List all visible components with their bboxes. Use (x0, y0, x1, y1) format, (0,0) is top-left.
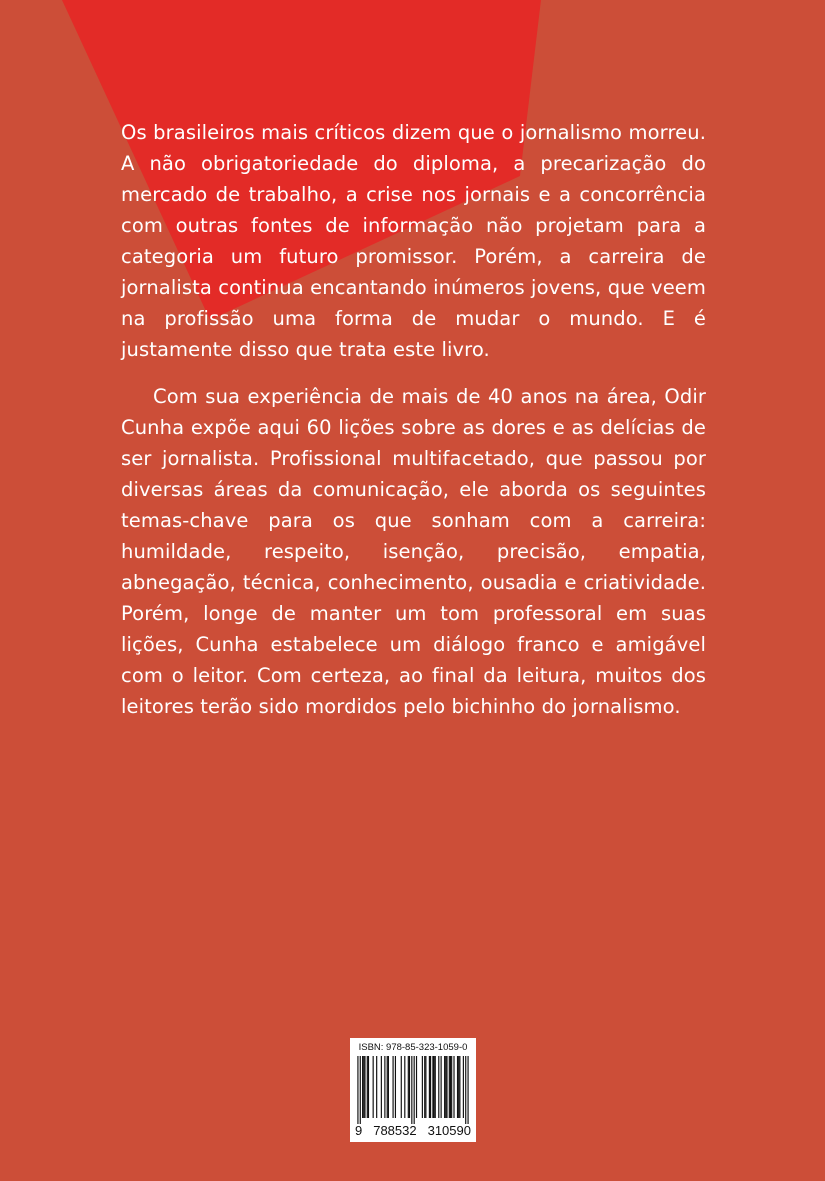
barcode-bar (441, 1056, 442, 1118)
barcode-bar (438, 1056, 439, 1118)
barcode-bar (425, 1056, 426, 1118)
barcode-bar (429, 1056, 430, 1118)
barcode-bar (435, 1056, 436, 1118)
barcode-bar (416, 1056, 417, 1118)
barcode-bar (404, 1056, 405, 1118)
barcode-bar (451, 1056, 452, 1118)
barcode-bar (414, 1056, 415, 1124)
barcode-bar (432, 1056, 433, 1118)
barcode-bar (411, 1056, 412, 1124)
barcode-bar (376, 1056, 377, 1118)
back-cover-text (121, 117, 706, 722)
barcode-bar (463, 1056, 464, 1118)
barcode-bar (364, 1056, 365, 1118)
barcode-digit-group: 310590 (427, 1123, 471, 1138)
barcode-bar (458, 1056, 459, 1118)
barcode-bar (450, 1056, 451, 1118)
barcode-bar (401, 1056, 402, 1118)
barcode-bar (368, 1056, 369, 1118)
barcode-bar (430, 1056, 431, 1118)
barcode-bar (363, 1056, 364, 1118)
barcode-bar (457, 1056, 458, 1118)
barcode-bar (446, 1056, 447, 1118)
barcode-bar (357, 1056, 358, 1124)
barcode-digit-group: 788532 (373, 1123, 417, 1138)
barcode-bars (355, 1056, 471, 1124)
barcode-bar (449, 1056, 450, 1118)
barcode-bar (422, 1056, 423, 1118)
barcode-bar (362, 1056, 363, 1118)
barcode-bar (453, 1056, 454, 1118)
barcode-bar (465, 1056, 466, 1124)
barcode-bar (434, 1056, 435, 1118)
barcode-bar (367, 1056, 368, 1118)
barcode-digit-group: 9 (355, 1123, 363, 1138)
paragraph-1: Os brasileiros mais críticos dizem que o jornalismo morreu. A não obrigatoriedade do diploma, a precarização do mercado de trabalho, a crise nos jornais e a concorrência com outras fontes de informação não projetam para a categoria um futuro promissor. Porém, a carreira de jornalista continua encantando inúmeros jovens, que veem na profissão uma forma de mudar o mundo. E é justamente disso que trata este livro. (121, 121, 706, 361)
barcode-bar (424, 1056, 425, 1118)
isbn-label: ISBN: 978-85-323-1059-0 (358, 1042, 468, 1053)
barcode-bar (360, 1056, 361, 1124)
barcode-bar (459, 1056, 460, 1118)
barcode-bar (408, 1056, 409, 1118)
paragraph-2: Com sua experiência de mais de 40 anos na área, Odir Cunha expõe aqui 60 lições sobre as dores e as delícias de ser jornalista. Profissional multifacetado, que passou por diversas áreas da comunicação, ele aborda os seguintes temas-chave para os que sonham com a carreira: humildade, respeito, isenção, precisão, empatia, abnegação, técnica, conhecimento, ousadia e criatividade. Porém, longe de manter um tom professoral em suas lições, Cunha estabelece um diálogo franco e amigável com o leitor. Com certeza, ao final da leitura, muitos dos leitores terão sido mordidos pelo bichinho do jornalismo. (121, 385, 706, 718)
barcode-bar (395, 1056, 396, 1118)
barcode-bar (445, 1056, 446, 1118)
barcode-bar (387, 1056, 388, 1118)
isbn-barcode (350, 1038, 476, 1142)
barcode-bar (388, 1056, 389, 1118)
barcode-bar (467, 1056, 468, 1124)
barcode-bar (444, 1056, 445, 1118)
barcode-bar (384, 1056, 385, 1118)
barcode-digits (355, 1124, 471, 1138)
barcode-bar (392, 1056, 393, 1118)
barcode-bar (381, 1056, 382, 1118)
barcode-bar (409, 1056, 410, 1118)
barcode-bar (373, 1056, 374, 1118)
